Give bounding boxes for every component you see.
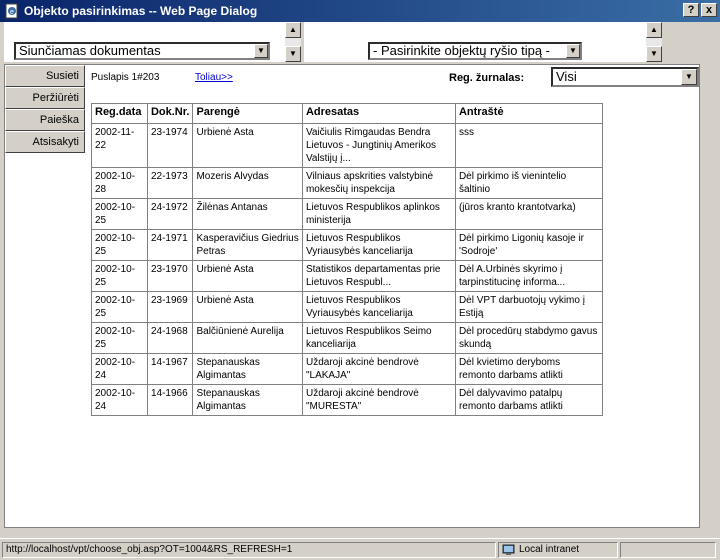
cell-dok-nr: 23-1970: [147, 261, 193, 292]
dialog-frame: [0, 22, 720, 538]
cell-reg-data: 2002-11-22: [92, 124, 148, 168]
content-area: [4, 64, 700, 528]
document-type-value: Siunčiamas dokumentas: [19, 43, 161, 58]
cell-adresatas: Lietuvos Respublikos Vyriausybės kanceliarija: [302, 292, 455, 323]
action-tabs: [5, 65, 85, 153]
status-bar: [0, 538, 720, 560]
security-zone: [498, 542, 618, 558]
cell-reg-data: 2002-10-25: [92, 199, 148, 230]
cell-reg-data: 2002-10-25: [92, 292, 148, 323]
cell-antraste: Dėl procedūrų stabdymo gavus skundą: [455, 323, 602, 354]
cell-reg-data: 2002-10-25: [92, 261, 148, 292]
cell-parenge: Urbienė Asta: [193, 261, 303, 292]
zone-label: Local intranet: [519, 544, 580, 555]
cell-reg-data: 2002-10-24: [92, 354, 148, 385]
cell-adresatas: Vilniaus apskrities valstybinė mokesčių inspekcija: [302, 168, 455, 199]
cell-dok-nr: 14-1966: [147, 385, 193, 416]
relation-type-value: - Pasirinkite objektų ryšio tipą -: [373, 43, 551, 58]
cell-antraste: Dėl VPT darbuotojų vykimo į Estiją: [455, 292, 602, 323]
cell-parenge: Kasperavičius Giedrius Petras: [193, 230, 303, 261]
scroll-up-icon[interactable]: ▲: [646, 22, 662, 38]
table-row[interactable]: [92, 385, 603, 416]
cell-adresatas: Lietuvos Respublikos Seimo kanceliarija: [302, 323, 455, 354]
cell-antraste: Dėl pirkimo iš vienintelio šaltinio: [455, 168, 602, 199]
svg-text:e: e: [10, 9, 14, 16]
cell-parenge: Žilėnas Antanas: [193, 199, 303, 230]
cell-parenge: Balčiūnienė Aurelija: [193, 323, 303, 354]
local-intranet-icon: [502, 544, 515, 556]
table-row[interactable]: [92, 323, 603, 354]
resize-grip[interactable]: [620, 542, 716, 558]
cell-parenge: Stepanauskas Algimantas: [193, 354, 303, 385]
cell-parenge: Urbienė Asta: [193, 292, 303, 323]
cell-dok-nr: 24-1968: [147, 323, 193, 354]
header-reg-data[interactable]: Reg.data: [92, 104, 148, 124]
cell-dok-nr: 23-1974: [147, 124, 193, 168]
table-row[interactable]: [92, 124, 603, 168]
cell-adresatas: Vaičiulis Rimgaudas Bendra Lietuvos - Jungtinių Amerikos Valstijų į...: [302, 124, 455, 168]
tab-perziureti[interactable]: Peržiūrėti: [5, 87, 85, 109]
table-row[interactable]: [92, 261, 603, 292]
title-bar: [0, 0, 720, 22]
scroll-up-icon[interactable]: ▲: [285, 22, 301, 38]
cell-reg-data: 2002-10-25: [92, 230, 148, 261]
relation-type-select[interactable]: [368, 42, 582, 60]
cell-adresatas: Lietuvos Respublikos Vyriausybės kanceliarija: [302, 230, 455, 261]
table-row[interactable]: [92, 230, 603, 261]
cell-antraste: Dėl pirkimo Ligonių kasoje ir 'Sodroje': [455, 230, 602, 261]
cell-adresatas: Statistikos departamentas prie Lietuvos Respubl...: [302, 261, 455, 292]
cell-dok-nr: 24-1972: [147, 199, 193, 230]
scroll-down-icon[interactable]: ▼: [646, 46, 662, 62]
ie-page-icon: [4, 3, 20, 19]
scroll-down-icon[interactable]: ▼: [285, 46, 301, 62]
cell-dok-nr: 23-1969: [147, 292, 193, 323]
cell-adresatas: Lietuvos Respublikos aplinkos ministerija: [302, 199, 455, 230]
cell-antraste: Dėl kvietimo deryboms remonto darbams atlikti: [455, 354, 602, 385]
chevron-down-icon[interactable]: ▼: [254, 44, 268, 58]
table-row[interactable]: [92, 292, 603, 323]
cell-antraste: Dėl dalyvavimo patalpų remonto darbams atlikti: [455, 385, 602, 416]
cell-adresatas: Uždaroji akcinė bendrovė "LAKAJA": [302, 354, 455, 385]
document-type-select[interactable]: [14, 42, 270, 60]
cell-parenge: Urbienė Asta: [193, 124, 303, 168]
cell-dok-nr: 14-1967: [147, 354, 193, 385]
document-type-scrollbar[interactable]: [285, 22, 301, 62]
help-button[interactable]: ?: [683, 3, 699, 17]
documents-table: [91, 103, 603, 416]
journal-label: Reg. žurnalas:: [449, 72, 525, 84]
tab-susieti[interactable]: Susieti: [5, 65, 85, 87]
cell-reg-data: 2002-10-24: [92, 385, 148, 416]
table-row[interactable]: [92, 199, 603, 230]
journal-value: Visi: [556, 69, 577, 84]
cell-antraste: (jūros kranto krantotvarka): [455, 199, 602, 230]
table-row[interactable]: [92, 168, 603, 199]
close-button[interactable]: x: [701, 3, 717, 17]
tab-atsisakyti[interactable]: Atsisakyti: [5, 131, 85, 153]
header-dok-nr[interactable]: Dok.Nr.: [147, 104, 193, 124]
page-info: Puslapis 1#203: [91, 72, 160, 83]
window-title: Objekto pasirinkimas -- Web Page Dialog: [24, 4, 258, 18]
relation-type-scrollbar[interactable]: [646, 22, 662, 62]
cell-antraste: Dėl A.Urbinės skyrimo į tarpinstitucinę informa...: [455, 261, 602, 292]
chevron-down-icon[interactable]: ▼: [566, 44, 580, 58]
table-header-row: [92, 104, 603, 124]
table-row[interactable]: [92, 354, 603, 385]
next-page-link[interactable]: Toliau>>: [195, 72, 233, 83]
journal-select[interactable]: [551, 67, 699, 87]
cell-reg-data: 2002-10-28: [92, 168, 148, 199]
cell-dok-nr: 22-1973: [147, 168, 193, 199]
cell-parenge: Mozeris Alvydas: [193, 168, 303, 199]
status-url: http://localhost/vpt/choose_obj.asp?OT=1004&RS_REFRESH=1: [2, 542, 496, 558]
content-scrollbar[interactable]: [700, 64, 716, 528]
header-parenge[interactable]: Parengė: [193, 104, 303, 124]
cell-adresatas: Uždaroji akcinė bendrovė "MURESTA": [302, 385, 455, 416]
cell-antraste: sss: [455, 124, 602, 168]
cell-reg-data: 2002-10-25: [92, 323, 148, 354]
chevron-down-icon[interactable]: ▼: [681, 69, 697, 85]
cell-dok-nr: 24-1971: [147, 230, 193, 261]
header-adresatas[interactable]: Adresatas: [302, 104, 455, 124]
cell-parenge: Stepanauskas Algimantas: [193, 385, 303, 416]
header-antraste[interactable]: Antraštė: [455, 104, 602, 124]
tab-paieska[interactable]: Paieška: [5, 109, 85, 131]
